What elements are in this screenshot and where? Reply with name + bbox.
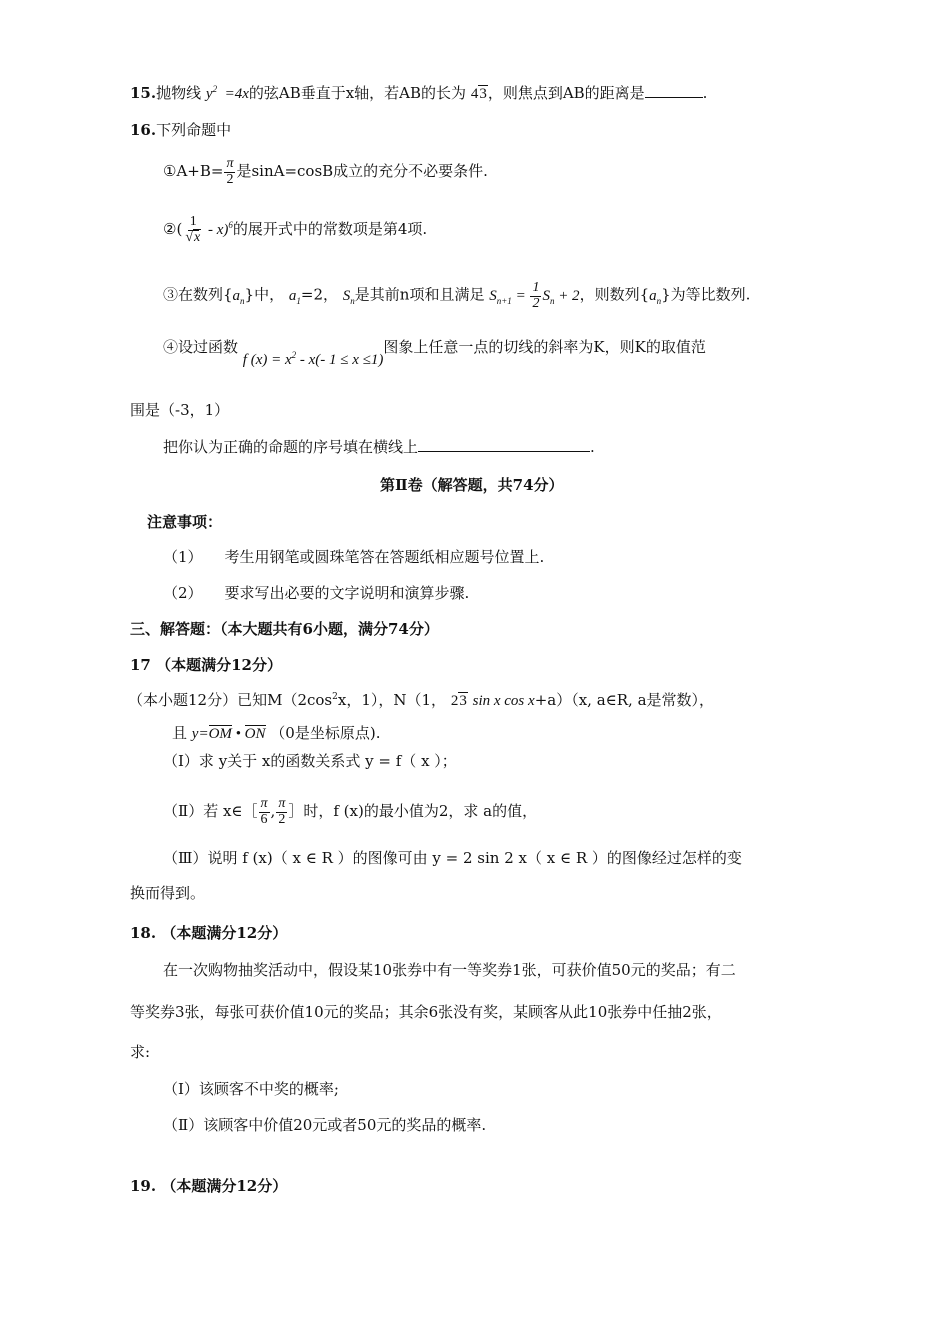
question-17-part-3-cont: 换而得到。 — [130, 884, 206, 902]
question-19-heading: 19. （本题满分12分） — [130, 1177, 288, 1195]
math-binomial: - x)$^6$ — [204, 220, 233, 239]
question-18-part-1: （Ⅰ）该顾客不中奖的概率; — [163, 1080, 339, 1098]
notice-item: （2） 要求写出必要的文字说明和演算步骤. — [163, 584, 470, 602]
question-17-heading: 17 （本题满分12分） — [130, 656, 282, 674]
question-17-stem: （本小题12分）已知$M(2\cos^2x$，1），N（1， 23 sin x cos x+a）（x, a∈R, a是常数）， — [128, 691, 715, 709]
proposition-4: ④设过函数 f $(x) = x^2 - x(-$ 1 ≤ x ≤1)图象上任意一点的切线的斜率为K，则K的取值范 — [163, 338, 706, 368]
question-17-condition: 且 y=OM • ON （0是坐标原点). — [172, 724, 381, 742]
question-15: 15.抛物线 $y^2 =4x$的弦AB垂直于x轴，若AB的长为 43，则焦点到AB的距离是 . — [130, 84, 708, 102]
math-dot-product: y=OM • ON — [191, 726, 266, 742]
math-recurrence: $S_{n+1}$ = $\frac{1}{2}$ $S_n + 2$ — [489, 280, 580, 311]
answer-blank[interactable] — [418, 451, 590, 452]
question-17-part-2: （Ⅱ）若 x∈［ $\frac{\pi}{6}$ , $\frac{\pi}{2}$ ］时，f (x)的最小值为2，求 a的值， — [163, 796, 538, 827]
question-18-line: 在一次购物抽奖活动中，假设某10张券中有一等奖券1张，可获价值50元的奖品；有二 — [163, 961, 736, 979]
proposition-3: ③在数列$\{a_n\}$中， $a_1=2$， $S_n$是其前n项和且满足 $S_{n+1}$ = $\frac{1}{2}$ $S_n + 2$，则数列$\{a_n\}$为等比数列. — [163, 280, 751, 311]
answer-blank[interactable] — [645, 97, 703, 98]
proposition-4-cont: 围是（-3，1） — [130, 401, 230, 419]
question-18-line: 求: — [130, 1043, 151, 1061]
math-length: 43 — [470, 86, 487, 102]
question-number: 15. — [130, 84, 157, 102]
question-18-line: 等奖券3张，每张可获价值10元的奖品；其余6张没有奖，某顾客从此10张券中任抽2张， — [130, 1003, 722, 1021]
fill-instruction: 把你认为正确的命题的序号填在横线上 . — [163, 438, 595, 456]
math-fraction: $\frac{1}{√x}$ — [185, 214, 201, 245]
part-2-heading: 第Ⅱ卷（解答题，共74分） — [380, 476, 564, 494]
question-18-heading: 18. （本题满分12分） — [130, 924, 288, 942]
question-number: 16. — [130, 121, 157, 139]
notice-item: （1） 考生用钢笔或圆珠笔答在答题纸相应题号位置上. — [163, 548, 545, 566]
question-17-part-3: （Ⅲ）说明 f (x)（ x ∈ R ）的图像可由 y = 2 sin 2 x（ x ∈ R ）的图像经过怎样的变 — [163, 849, 742, 867]
proposition-1: ①A+B= $\frac{\pi}{2}$ 是sinA=cosB成立的充分不必要条件. — [163, 156, 488, 187]
math-function: f $(x) = x^2 - x(-$ 1 ≤ x ≤1) — [242, 350, 384, 368]
question-16-title: 16.下列命题中 — [130, 121, 232, 139]
proposition-2: ②( $\frac{1}{√x}$ - x)$^6$的展开式中的常数项是第4项. — [163, 214, 428, 245]
notice-title: 注意事项： — [147, 513, 223, 531]
section-3-heading: 三、解答题：（本大题共有6小题，满分74分） — [130, 620, 439, 638]
math-fraction: $\frac{\pi}{2}$ — [226, 156, 234, 187]
question-17-part-1: （Ⅰ）求 y关于 x的函数关系式 y = f（ x ）； — [163, 752, 457, 770]
math-parabola: $y^2 =4x$ — [205, 84, 249, 102]
question-18-part-2: （Ⅱ）该顾客中价值20元或者50元的奖品的概率. — [163, 1116, 487, 1134]
